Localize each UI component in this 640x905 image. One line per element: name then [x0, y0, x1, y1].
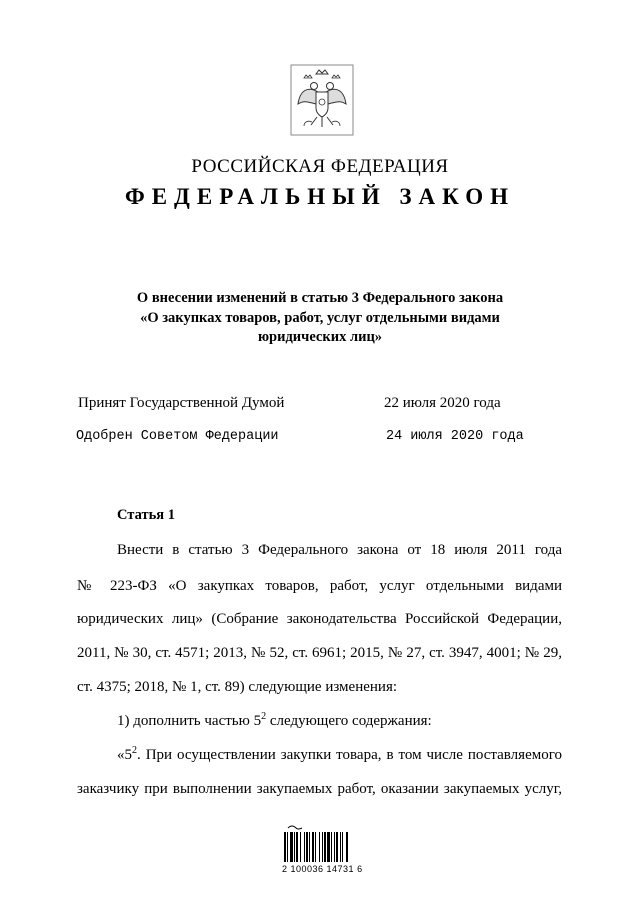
council-approval-date: 24 июля 2020 года — [386, 429, 524, 444]
council-approval-label: Одобрен Советом Федерации — [76, 429, 279, 444]
quote-start: «5 — [117, 747, 132, 763]
country-name: РОССИЙСКАЯ ФЕДЕРАЦИЯ — [191, 156, 449, 177]
barcode-image — [282, 822, 372, 862]
russian-coat-of-arms-icon — [290, 64, 354, 136]
amendment-item-text: 1) дополнить частью 5 — [117, 713, 262, 729]
article-text-line: ст. 4375; 2018, № 1, ст. 89) следующие изменения: — [77, 679, 398, 695]
amendment-item-text: следующего содержания: — [266, 713, 432, 729]
barcode-number: 2 100036 14731 6 — [282, 864, 363, 874]
law-title-line: «О закупках товаров, работ, услуг отдельными видами — [140, 310, 500, 326]
duma-adoption-date: 22 июля 2020 года — [384, 395, 501, 411]
law-title-line: юридических лиц» — [257, 329, 383, 345]
article-text-line: № 223-ФЗ «О закупках товаров, работ, услуг отдельными видами — [77, 578, 562, 594]
article-text-line: юридических лиц» (Собрание законодательства Российской Федерации, — [77, 611, 562, 627]
amendment-item — [117, 711, 432, 731]
quote-rest: . При осуществлении закупки товара, в том числе поставляемого — [137, 747, 562, 763]
law-title-line: О внесении изменений в статью 3 Федерального закона — [136, 290, 504, 306]
quoted-text-line — [117, 745, 562, 765]
quoted-text-line: заказчику при выполнении закупаемых работ, оказании закупаемых услуг, — [77, 781, 562, 797]
article-text-line: 2011, № 30, ст. 4571; 2013, № 52, ст. 6961; 2015, № 27, ст. 3947, 4001; № 29, — [77, 645, 562, 661]
article-text-line: Внести в статью 3 Федерального закона от 18 июля 2011 года — [117, 542, 562, 558]
article-heading: Статья 1 — [117, 507, 175, 523]
document-type: ФЕДЕРАЛЬНЫЙ ЗАКОН — [124, 184, 516, 209]
superscript: 2 — [132, 745, 137, 756]
superscript: 2 — [261, 711, 267, 722]
duma-adoption-label: Принят Государственной Думой — [78, 395, 285, 411]
